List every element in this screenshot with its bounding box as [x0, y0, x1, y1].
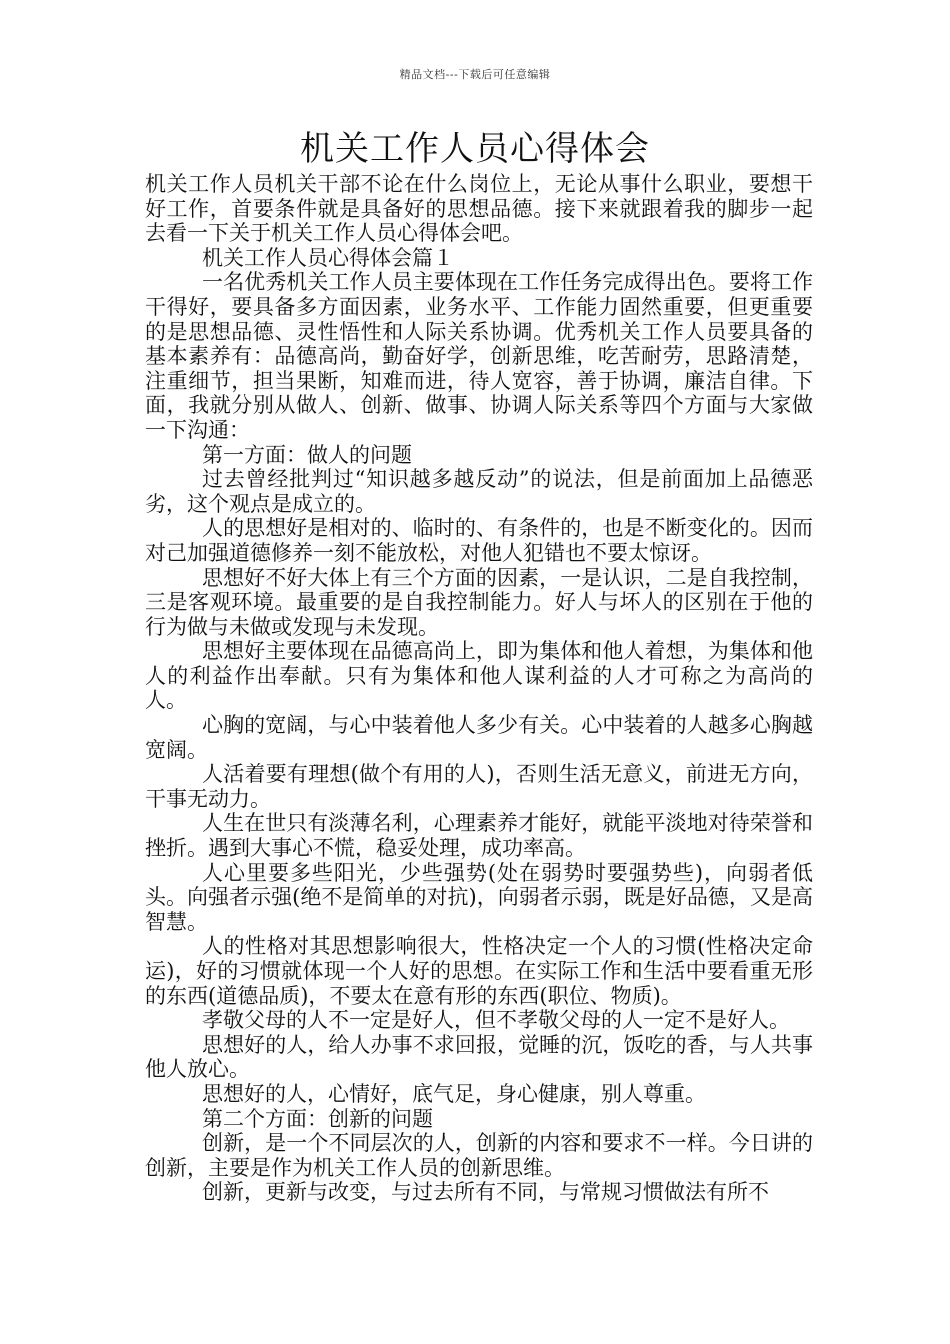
body-paragraph: 机关工作人员机关干部不论在什么岗位上，无论从事什么职业，要想干好工作，首要条件就是具备好的思想品德。接下来就跟着我的脚步一起去看一下关于机关工作人员心得体会吧。	[145, 172, 813, 246]
body-paragraph: 第二个方面：创新的问题	[202, 1106, 433, 1131]
body-paragraph: 人的思想好是相对的、临时的、有条件的，也是不断变化的。因而对己加强道德修养一刻不能放松，对他人犯错也不要太惊讶。	[145, 516, 813, 565]
body-paragraph: 第一方面：做人的问题	[202, 442, 412, 467]
body-paragraph: 人活着要有理想(做个有用的人)，否则生活无意义，前进无方向，干事无动力。	[145, 762, 813, 811]
body-paragraph: 思想好主要体现在品德高尚上，即为集体和他人着想，为集体和他人的利益作出奉献。只有为集体和他人谋利益的人才可称之为高尚的人。	[145, 639, 813, 713]
header-note: 精品文档---下载后可任意编辑	[399, 68, 551, 81]
body-paragraph: 创新，更新与改变，与过去所有不同，与常规习惯做法有所不	[202, 1180, 769, 1205]
page-title: 机关工作人员心得体会	[300, 129, 650, 169]
body-paragraph: 机关工作人员心得体会篇１	[202, 245, 454, 270]
body-paragraph: 思想好的人，心情好，底气足，身心健康，别人尊重。	[202, 1081, 706, 1106]
body-paragraph: 心胸的宽阔，与心中装着他人多少有关。心中装着的人越多心胸越宽阔。	[145, 713, 813, 762]
body-paragraph: 人的性格对其思想影响很大，性格决定一个人的习惯(性格决定命运)，好的习惯就体现一个人好的思想。在实际工作和生活中要看重无形的东西(道德品质)，不要太在意有形的东西(职位、物质)。	[145, 934, 813, 1008]
body-paragraph: 孝敬父母的人不一定是好人，但不孝敬父母的人一定不是好人。	[202, 1008, 790, 1033]
body-paragraph: 人生在世只有淡薄名利，心理素养才能好，就能平淡地对待荣誉和挫折。遇到大事心不慌，稳妥处理，成功率高。	[145, 811, 813, 861]
body-paragraph: 过去曾经批判过“知识越多越反动”的说法，但是前面加上品德恶劣，这个观点是成立的。	[145, 467, 813, 516]
body-paragraph: 思想好不好大体上有三个方面的因素，一是认识，二是自我控制，三是客观环境。最重要的是自我控制能力。好人与坏人的区别在于他的行为做与未做或发现与未发现。	[145, 565, 813, 639]
body-paragraph: 思想好的人，给人办事不求回报，觉睡的沉，饭吃的香，与人共事他人放心。	[145, 1032, 813, 1082]
body-paragraph: 人心里要多些阳光，少些强势(处在弱势时要强势些)，向弱者低头。向强者示强(绝不是简单的对抗)，向弱者示弱，既是好品德，又是高智慧。	[145, 860, 813, 934]
body-paragraph: 创新，是一个不同层次的人，创新的内容和要求不一样。今日讲的创新，主要是作为机关工作人员的创新思维。	[145, 1131, 813, 1180]
document-body	[145, 172, 813, 1205]
body-paragraph: 一名优秀机关工作人员主要体现在工作任务完成得出色。要将工作干得好，要具备多方面因素，业务水平、工作能力固然重要，但更重要的是思想品德、灵性悟性和人际关系协调。优秀机关工作人员要具备的基本素养有：品德高尚，勤奋好学，创新思维，吃苦耐劳，思路清楚，注重细节，担当果断，知难而进，待人宽容，善于协调，廉洁自律。下面，我就分别从做人、创新、做事、协调人际关系等四个方面与大家做一下沟通：	[145, 270, 813, 442]
